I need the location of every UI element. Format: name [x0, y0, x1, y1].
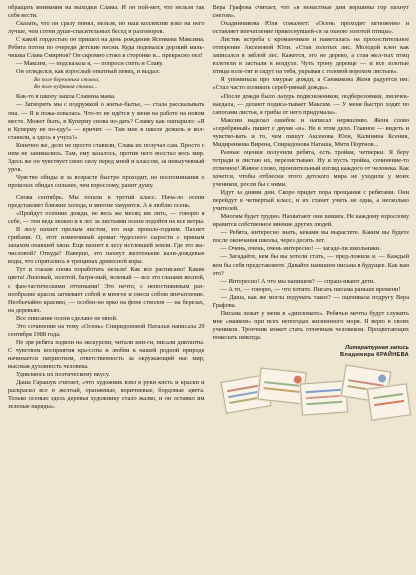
paragraph: Как-то в школу зашла Славина мама.	[16, 93, 116, 101]
right-column	[213, 4, 410, 575]
paragraph: Письма лежат у меня в «дипломате». Ребячьи мечты будут служить мне «маяком» при всех непогодах жизненного моря. Я верю в своих учеников. Троечник может стать отличным человеком. Процветающих пожелать никогда.	[212, 309, 409, 341]
paragraph: Разные оценки получили ребята, есть тройки, четверки. Я беру тетради и листаю их, перелистываю. Ну и пусть тройка, сочинение-то отличное! Живое слово, пронзительный взгляд каждого от человека. Как хочется, чтобы отблески этого детского мира не уходили у моих учеников, росли бы с ними.	[212, 148, 409, 189]
paragraph: Он огляделся, как взрослый опытный певец, и выдал:	[16, 68, 160, 76]
letter-card-illustration	[299, 380, 347, 415]
verse-line: Во поле кудрявая стояла...	[34, 84, 98, 91]
paragraph: — Загадайте, кем бы вы хотели стать, — пред-ложила я. — Каждый кем бы себя представляете. Давайте напишем письма в будущее. Как вам это?	[212, 253, 409, 277]
author-credit	[213, 345, 410, 359]
paragraph: — Ребята, интересно знать, кеками вы вырастете. Каким вы будете после окончания школы, через десять лет.	[212, 229, 409, 245]
paragraph: Не зря ребята ходили на экскурсии, читали кни-ги, писали диктанты. С чувством восприятия кра-соты и любви к нашей родной природе начинается патриотизм, ответственность за окружающий нас мир, высокая духовность человека.	[8, 338, 205, 370]
paragraph: — Интересно! А что мы напишем? — спраш-ивают дети.	[220, 277, 375, 285]
credit-author: Владимира КРАЙНЕВА	[339, 351, 409, 358]
paragraph: В лесу пахнет прелым листом, это еще прошло-годним. Пахнет грибами. О, этот изменчивый аромат чудесного сырости с пряным запахом опавшей хвои. Еще пахнет в лесу истлевшей земли. Где это вы-числовой? Откуда? Наверно, это пахнут желтенькие кали-дождевые воды, что спрятались в трещинах древесной коры.	[8, 226, 205, 266]
song-verse	[34, 77, 205, 91]
letter-card-illustration	[257, 368, 306, 405]
paragraph: Вера Графова считает, что «в ненастные дни вершины гор пахнут снегом».	[212, 4, 409, 20]
paragraph: Многим будет трудно. Нахватают они шишек. Не каждому взрослому нравится собственное мнение других людей.	[212, 213, 409, 229]
paragraph: Чувство обиды и за возрасте быстро проходит, но воспоминания о прошлых обидах сильнее, чем взрослому, ранит душу.	[8, 173, 205, 189]
paragraph: Это сочинение на тему «Осень» Спиридоновой Натальи написала 29 сентября 1988 года.	[8, 322, 205, 338]
left-column	[8, 4, 205, 575]
credit-label: Литературная запись	[345, 344, 409, 351]
paragraph: «После дождя было лазурь подвснежников, подберезовики, лисичек-наедала, — делают подиса-тывает Максим. — У меня быстро ходят по сапогами листья, я грибы от него придумала».	[212, 92, 409, 116]
letters-illustration	[219, 362, 410, 420]
paragraph: Я упоминала про хмурые дожди, а Санжикова Женя радуется им: «Стал часто поливать сереб-ряный дождь».	[212, 76, 409, 92]
paragraph: Охадинникова Юля сожалеет: «Осень проходит мгновенно и оставляет впечатление прикоснувшей-ся за окною золотой птицы».	[212, 20, 409, 36]
paragraph: Листик ястреба с кроманчиков и наметалась на прохостительное отпорение Аксеновой Юли. «Стая золотых лис. Молодой клен как записался в зяблой лес. Кажется, это не дерево, а стая жел-тых птиц взлетели в застыли в воздухе. Чуть трону деревце — и все золотые птицы взле-тят и сядут на тебя, укрывая с головой ворохом листьев».	[212, 36, 409, 76]
paragraph: Идут за днями дни. Скоро придет пора прощания с ребятами. Они перейдут в четвертый класс, и их станет учить не одна, а несколько учителей.	[212, 189, 409, 213]
paragraph: Конечно же, дело не просто ставили, Слава их получал сам. Просто с ним не занимались. Там, ему казалось, против него восстал весь мир. Здесь же он чувствует свою силу перед мной и классом, за невыучевный урок.	[8, 141, 205, 173]
paragraph: Максим наделал ошибок и написал неряшливо. Женя слово «серебряный» пишет с двумя «н». Не в этом дело. Главное — видеть и чувство-вать и то, чем пишут Аксенова Юля, Калинина Ксения, Мидиренкова Вирена, Спиридонова Наташа, Митя Портнов...	[212, 116, 409, 148]
paragraph: Все описание осени сделано не мной.	[16, 314, 118, 322]
verse-line: Во поле березонька стояла,	[34, 77, 100, 84]
paragraph: С какой гордостью он пришел на день рождения Ясенкова Максима. Ребята потом по очереди детские песни. Куда подевался дерзкий маль-чишка Слава Смирнов? Он скромно стоял в сторонке и... прекрасно пел!	[8, 36, 205, 60]
paragraph: Сказать, что он сразу понял, нельзя, но наш коллектив взял на него лучше, чем сотни душе-спасительных бесед и разговоров.	[8, 20, 205, 36]
paragraph: Удивляюсь их поэтическому вкусу.	[16, 371, 110, 379]
paragraph: — Даша, как же могла подумать такое? — оценивала подругу Вера Графова.	[212, 293, 409, 309]
paragraph: обращать внимания на выходки Славы. И он пой-мет, что нельзя так себя вести.	[8, 4, 205, 20]
paragraph: Даша Гарашук считает, «что художник взял в руки кисть и краски и раскрасил все в желтый, оранжевые, коричневые, бордовые цвета. Только осенью здесь деревья художнику стало жалко, и он оставил им зеленые наряды».	[8, 379, 205, 411]
paragraph: — А то, — говорю, — что хотите. Писать письма раньше времени!	[220, 285, 401, 293]
paragraph: — Максим, — подсказала я, — попроси спеть и Славу.	[16, 60, 164, 68]
paragraph: — Очень, очень, очень интересно! — загаде-ли школьники.	[220, 245, 381, 253]
paragraph: — Затворить мы с подружкой о житье-бытье, — стала рассказывать она. — Я и пожа-ловалась. Что-то не идётся у меня на работе на новом месте. Может быть, в Куперму снова по-дать? Славку как ошпарило: «Я в Куперму не по-еду!» — кричит. — Там мне в школе дежиль и кол-ставили, а здесь я учусь!»	[8, 101, 205, 141]
paragraph: Снова сентябрь. Мы пошли в третий класс. Нача-ло осени представляет близкие холода, и многие хмурятся. А я люблю осень.	[8, 193, 205, 210]
paragraph: «Пройдут осенние дожди, не весь же месяц им лить, — говорю я себе, — тем ведь можно и в лес за листьями осени подойти на все ветры.	[8, 210, 205, 226]
letter-card-illustration	[366, 383, 410, 420]
paragraph: Тут и глазам снова поработать нельзя! Как все расписано! Какие цвета! Лиловый, золотой, багря-ный, зеленый — все это глазами весной, с фан-тастическими оттенками! Это нечто, с непостижимым раз-нообразие красок затмевает собой и многое и смеси собою впечатление. Необычайно красиво, — особен-но ярко на фоне стволов — на березах, на деревьях.	[8, 266, 205, 314]
